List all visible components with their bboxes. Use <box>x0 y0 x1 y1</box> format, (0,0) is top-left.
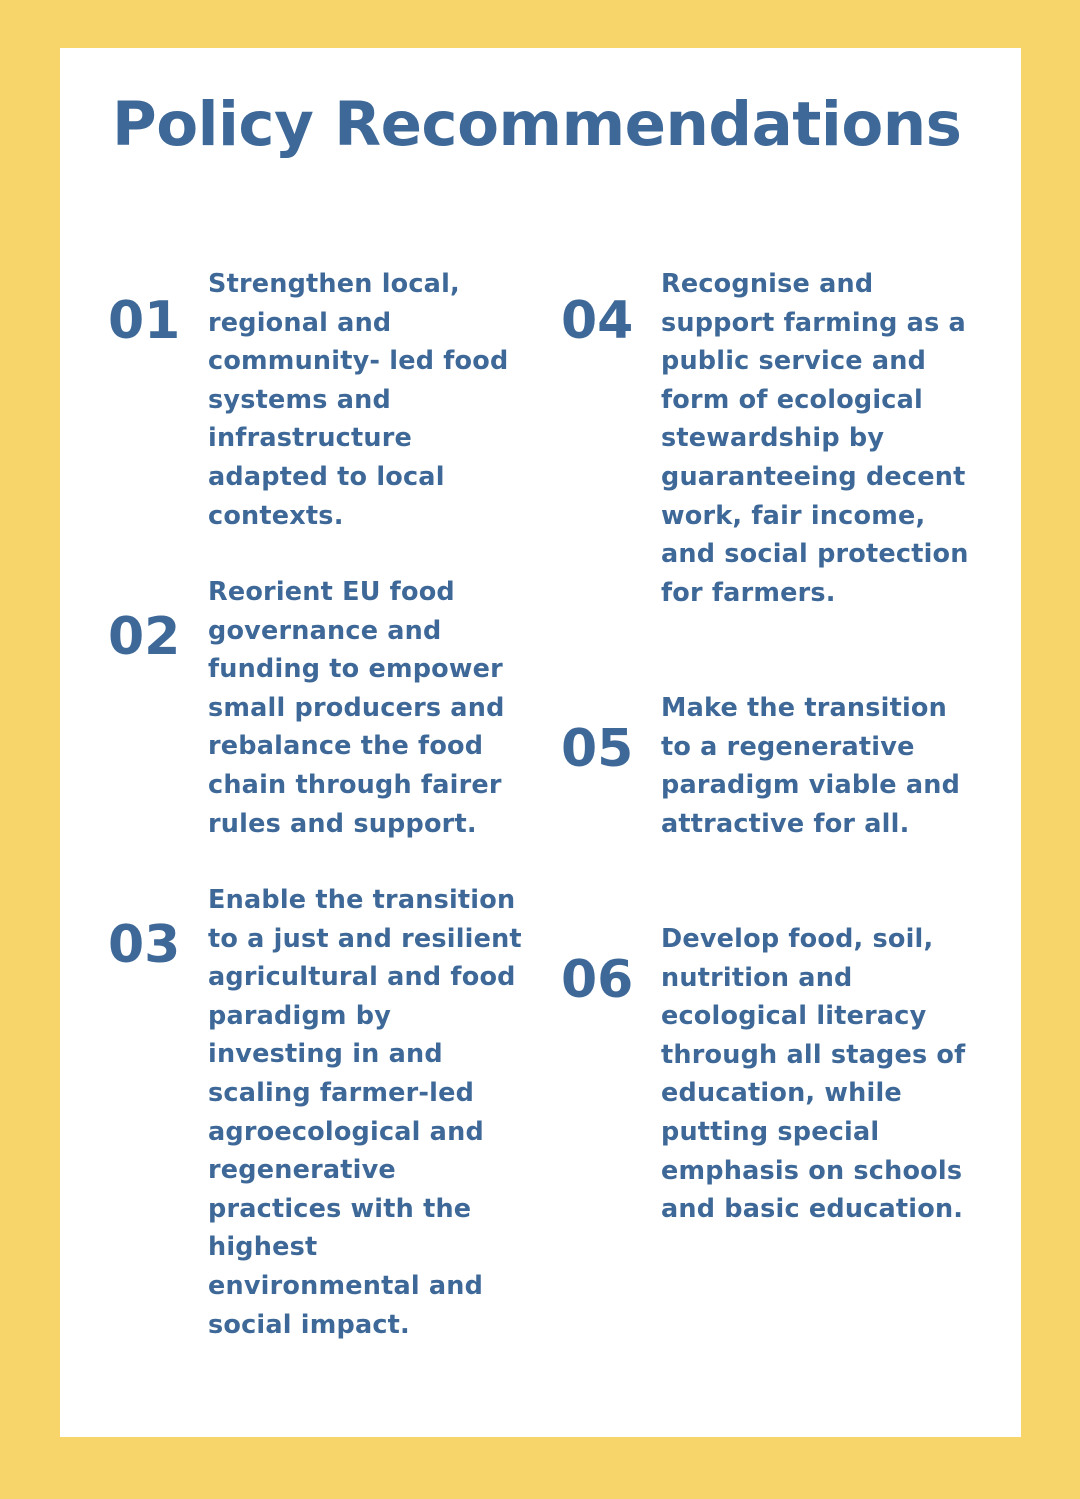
recommendation-text: Make the transition to a regenerative paradigm viable and attractive for all. <box>661 693 961 839</box>
recommendation-text: Develop food, soil, nutrition and ecological literacy through all stages of education, while putting special emphasis on schools and basic education. <box>661 924 966 1225</box>
recommendation-text: Enable the transition to a just and resilient agricultural and food paradigm by investing in and scaling farmer-led agroecological and regenerative practices with the highest environmental and social impact. <box>208 885 522 1340</box>
recommendation-text: Strengthen local, regional and community- led food systems and infrastructure adapted to local contexts. <box>208 269 509 531</box>
recommendation-number: 03 <box>108 915 181 975</box>
policy-card <box>60 48 1021 1437</box>
recommendation-number: 06 <box>561 950 634 1010</box>
recommendation-number: 01 <box>108 291 181 351</box>
recommendation-number: 05 <box>561 719 634 779</box>
recommendation-text: Reorient EU food governance and funding to empower small producers and rebalance the food chain through fairer rules and support. <box>208 577 505 839</box>
recommendation-text: Recognise and support farming as a public service and form of ecological stewardship by guaranteeing decent work, fair income, and social protection for farmers. <box>661 269 969 608</box>
recommendation-number: 04 <box>561 291 634 351</box>
recommendation-number: 02 <box>108 607 181 667</box>
page-title: Policy Recommendations <box>112 89 962 160</box>
